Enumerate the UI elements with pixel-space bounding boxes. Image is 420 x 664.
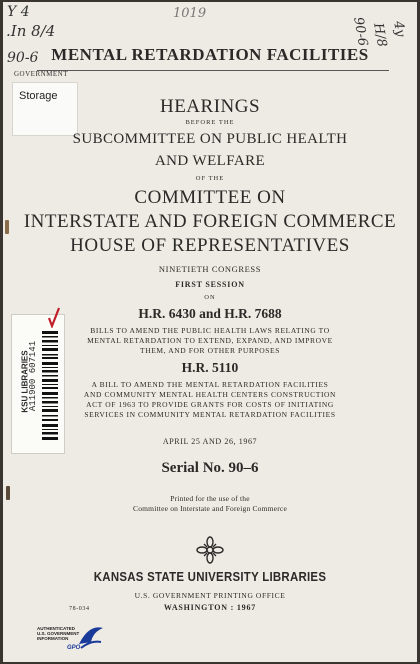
handwritten-note-top-left-1: Y 4 <box>7 4 30 20</box>
binding-mark-upper <box>5 220 9 234</box>
on-text: ON <box>204 294 216 301</box>
government-stamp: GOVERNMENT <box>14 70 68 78</box>
gpo-text-line-3: INFORMATION <box>37 636 69 641</box>
printed-line-2: Committee on Interstate and Foreign Commerce <box>133 504 287 513</box>
of-the-text: OF THE <box>195 175 225 182</box>
document-code: 78-034 <box>69 606 90 612</box>
bills-1-heading: H.R. 6430 and H.R. 7688 <box>138 306 282 321</box>
gpo-text-line-2: U.S. GOVERNMENT <box>37 631 80 636</box>
gpo-authentication-text <box>37 626 79 641</box>
bill-2-desc-line-4: SERVICES IN COMMUNITY MENTAL RETARDATION FACILITIES <box>84 410 336 419</box>
handwritten-note-top-right-1: 90-6 <box>350 16 371 48</box>
handwritten-note-top-right-3: 4y <box>390 20 408 38</box>
committee-on-heading: COMMITTEE ON <box>134 187 286 208</box>
interstate-heading: INTERSTATE AND FOREIGN COMMERCE <box>23 211 397 232</box>
subcommittee-line-1: SUBCOMMITTEE ON PUBLIC HEALTH <box>72 131 348 147</box>
bill-2-heading: H.R. 5110 <box>181 360 239 375</box>
washington-line: WASHINGTON : 1967 <box>163 603 257 612</box>
subcommittee-line-2: AND WELFARE <box>154 153 266 169</box>
government-seal-icon <box>195 535 225 565</box>
bills-1-desc-line-3: THEM, AND FOR OTHER PURPOSES <box>140 346 280 355</box>
barcode-number: A11900 607141 <box>28 340 38 412</box>
handwritten-note-top-left-3: 90-6 <box>7 50 39 66</box>
bill-2-desc-line-1: A BILL TO AMEND THE MENTAL RETARDATION FACILITIES <box>91 380 329 389</box>
barcode-library-name: KSU LIBRARIES <box>20 350 30 413</box>
handwritten-note-top-center: 1019 <box>173 6 207 21</box>
handwritten-note-top-left-2: .In 8/4 <box>6 22 56 40</box>
red-checkmark-icon <box>47 306 61 328</box>
gpo-mark: GPO <box>67 645 81 651</box>
document-page <box>3 2 417 662</box>
library-stamp: KANSAS STATE UNIVERSITY LIBRARIES <box>93 569 327 584</box>
hearings-heading: HEARINGS <box>159 96 261 117</box>
barcode-bars <box>42 331 58 441</box>
storage-label-text: Storage <box>19 90 58 102</box>
bills-1-desc-line-1: BILLS TO AMEND THE PUBLIC HEALTH LAWS RELATING TO <box>90 326 330 335</box>
before-the-text: BEFORE THE <box>185 119 235 126</box>
bill-2-desc-line-3: ACT OF 1963 TO PROVIDE GRANTS FOR COSTS OF INITIATING <box>86 400 334 409</box>
hearing-dates: APRIL 25 AND 26, 1967 <box>162 437 258 446</box>
bill-2-desc-line-2: AND COMMUNITY MENTAL HEALTH CENTERS CONSTRUCTION <box>83 390 337 399</box>
serial-number: Serial No. 90–6 <box>161 460 259 476</box>
session-text: FIRST SESSION <box>175 280 245 289</box>
handwritten-note-top-right-2: H/8 <box>370 22 390 49</box>
gpo-text-line-1: AUTHENTICATED <box>37 626 75 631</box>
congress-text: NINETIETH CONGRESS <box>158 264 262 274</box>
title-rule <box>37 70 389 71</box>
document-title: MENTAL RETARDATION FACILITIES <box>51 45 369 64</box>
house-heading: HOUSE OF REPRESENTATIVES <box>70 235 350 256</box>
bills-1-desc-line-2: MENTAL RETARDATION TO EXTEND, EXPAND, AND IMPROVE <box>87 336 333 345</box>
printed-line-1: Printed for the use of the <box>170 494 250 503</box>
printing-office: U.S. GOVERNMENT PRINTING OFFICE <box>134 591 286 600</box>
barcode-label <box>11 314 65 454</box>
binding-mark-lower <box>6 486 10 500</box>
